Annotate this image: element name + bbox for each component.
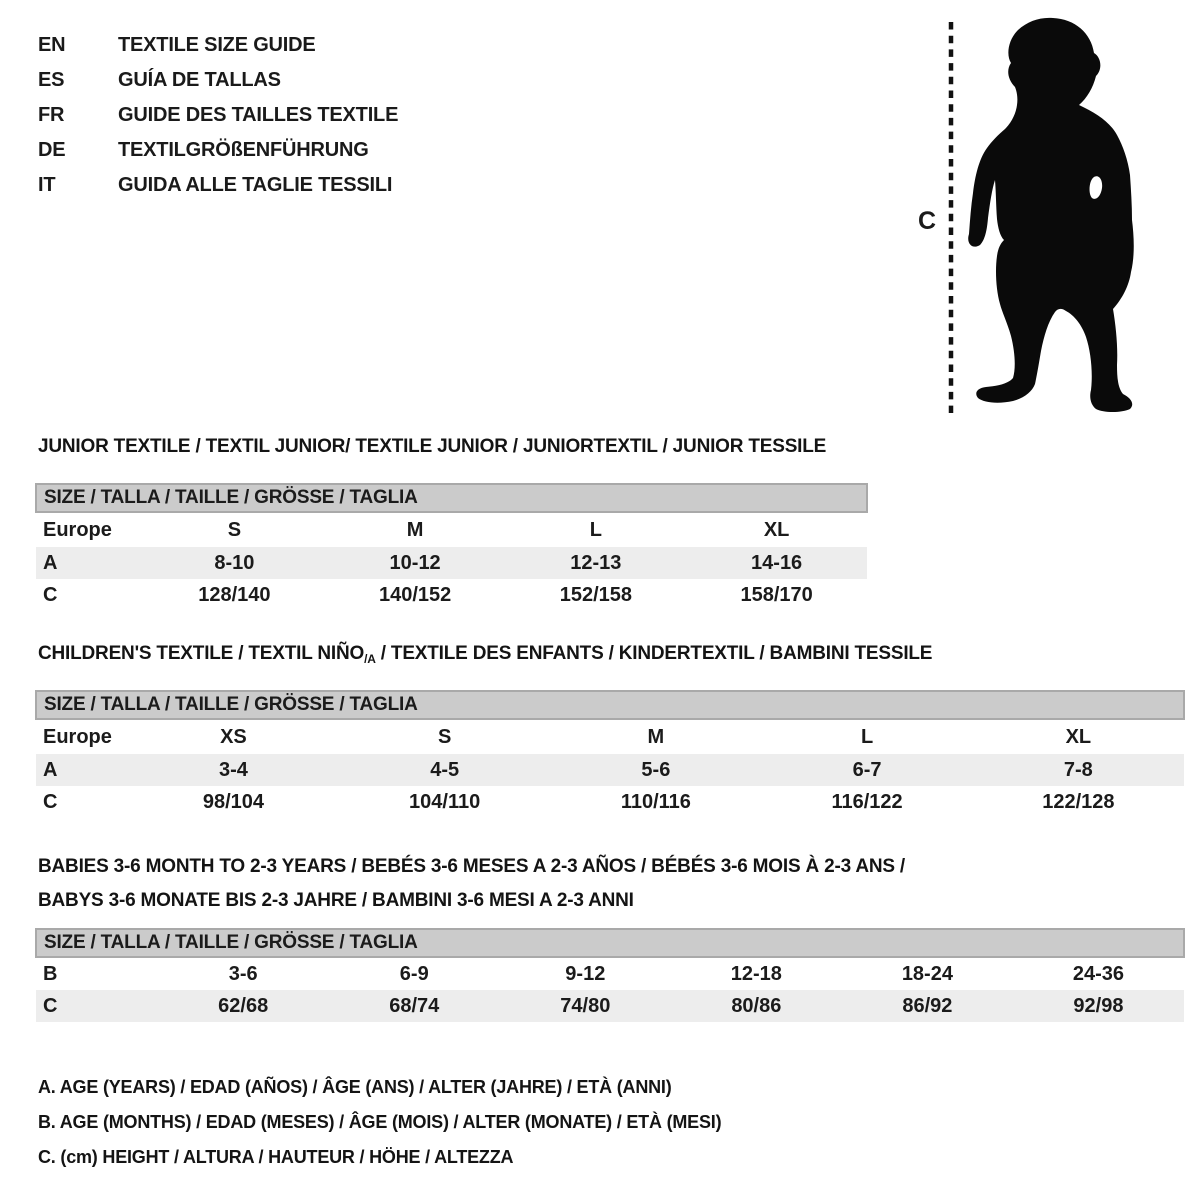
lang-row-fr [38, 98, 398, 133]
size-cell: XS [220, 725, 247, 748]
value-cell: 116/122 [831, 790, 903, 813]
measure-legend [38, 1070, 721, 1175]
row-label: C [36, 990, 158, 1022]
table-row [36, 754, 1184, 786]
value-cell: 92/98 [1013, 990, 1184, 1022]
value-cell: 104/110 [409, 790, 481, 813]
size-cell: S [437, 725, 452, 748]
lang-title: GUIDE DES TAILLES TEXTILE [118, 104, 399, 126]
title-subscript: /A [364, 652, 376, 666]
size-header-bar [36, 929, 1184, 957]
language-list [38, 28, 398, 203]
lang-code: EN [38, 34, 66, 56]
legend-line-c: C. (cm) HEIGHT / ALTURA / HAUTEUR / HÖHE / ALTEZZA [38, 1147, 514, 1167]
size-header-label: SIZE / TALLA / TAILLE / GRÖSSE / TAGLIA [36, 484, 867, 512]
value-cell: 3-6 [228, 962, 258, 985]
value-cell: 86/92 [842, 990, 1013, 1022]
value-cell: 12-18 [730, 962, 782, 985]
lang-row-en [38, 28, 398, 63]
row-label: Europe [43, 725, 112, 748]
babies-title-line2: BABYS 3-6 MONATE BIS 2-3 JAHRE / BAMBINI 3-6 MESI A 2-3 ANNI [38, 890, 634, 911]
value-cell: 14-16 [686, 547, 867, 579]
table-row [36, 719, 1184, 754]
size-header-bar [36, 691, 1184, 719]
size-header-label: SIZE / TALLA / TAILLE / GRÖSSE / TAGLIA [36, 691, 1184, 719]
value-cell: 158/170 [740, 583, 813, 606]
table-row [36, 579, 867, 611]
lang-code: IT [38, 174, 56, 196]
row-label: A [36, 754, 128, 786]
row-label: C [43, 583, 58, 606]
table-row [36, 512, 867, 547]
lang-title: TEXTILGRÖßENFÜHRUNG [118, 139, 369, 161]
size-header-bar [36, 484, 867, 512]
value-cell: 68/74 [329, 990, 500, 1022]
value-cell: 18-24 [901, 962, 953, 985]
title-text: / TEXTILE DES ENFANTS / KINDERTEXTIL / BAMBINI TESSILE [375, 643, 933, 664]
children-section-title [38, 643, 932, 666]
size-cell: L [589, 518, 602, 541]
value-cell: 122/128 [1042, 790, 1115, 813]
size-cell: XL [1065, 725, 1092, 748]
value-cell: 3-4 [128, 754, 339, 786]
value-cell: 152/158 [559, 583, 632, 606]
row-label: C [43, 790, 58, 813]
value-cell: 128/140 [198, 583, 271, 606]
lang-row-de [38, 133, 398, 168]
lang-code: DE [38, 139, 66, 161]
table-row [36, 957, 1184, 990]
value-cell: 12-13 [505, 547, 686, 579]
value-cell: 7-8 [973, 754, 1184, 786]
legend-line-b: B. AGE (MONTHS) / EDAD (MESES) / ÂGE (MOIS) / ALTER (MONATE) / ETÀ (MESI) [38, 1112, 722, 1132]
size-cell: M [406, 518, 424, 541]
lang-code: ES [38, 69, 65, 91]
lang-row-es [38, 63, 398, 98]
value-cell: 62/68 [158, 990, 329, 1022]
title-text: CHILDREN'S TEXTILE / TEXTIL NIÑO [38, 643, 365, 664]
lang-title: GUIDA ALLE TAGLIE TESSILI [118, 174, 393, 196]
value-cell: 80/86 [671, 990, 842, 1022]
toddler-silhouette [968, 18, 1134, 412]
row-label: Europe [43, 518, 112, 541]
size-cell: M [647, 725, 665, 748]
value-cell: 9-12 [565, 962, 606, 985]
value-cell: 110/116 [620, 790, 691, 813]
value-cell: 24-36 [1072, 962, 1125, 985]
size-cell: XL [763, 518, 790, 541]
value-cell: 10-12 [325, 547, 506, 579]
junior-table [35, 483, 868, 611]
junior-section-title: JUNIOR TEXTILE / TEXTIL JUNIOR/ TEXTILE JUNIOR / JUNIORTEXTIL / JUNIOR TESSILE [38, 436, 827, 457]
table-row [36, 990, 1184, 1022]
lang-title: GUÍA DE TALLAS [118, 69, 281, 91]
value-cell: 140/152 [378, 583, 452, 606]
row-label: B [43, 962, 58, 985]
size-header-label: SIZE / TALLA / TAILLE / GRÖSSE / TAGLIA [36, 929, 1184, 957]
babies-title-line1: BABIES 3-6 MONTH TO 2-3 YEARS / BEBÉS 3-6 MESES A 2-3 AÑOS / BÉBÉS 3-6 MOIS À 2-3 ANS / [38, 856, 906, 877]
size-cell: S [227, 518, 242, 541]
size-cell: L [860, 725, 874, 748]
value-cell: 98/104 [202, 790, 265, 813]
lang-row-it [38, 168, 398, 203]
legend-line-a: A. AGE (YEARS) / EDAD (AÑOS) / ÂGE (ANS) / ALTER (JAHRE) / ETÀ (ANNI) [38, 1077, 672, 1097]
row-label: A [36, 547, 144, 579]
value-cell: 6-7 [761, 754, 972, 786]
value-cell: 6-9 [399, 962, 429, 985]
table-row [36, 547, 867, 579]
value-cell: 74/80 [500, 990, 671, 1022]
value-cell: 8-10 [144, 547, 325, 579]
lang-title: TEXTILE SIZE GUIDE [118, 34, 316, 56]
lang-code: FR [38, 104, 65, 126]
table-row [36, 786, 1184, 818]
value-cell: 4-5 [339, 754, 550, 786]
children-table [35, 690, 1185, 818]
figure-c-label: C [917, 207, 937, 235]
babies-table [35, 928, 1185, 1022]
value-cell: 5-6 [550, 754, 761, 786]
babies-section-title [38, 850, 905, 918]
